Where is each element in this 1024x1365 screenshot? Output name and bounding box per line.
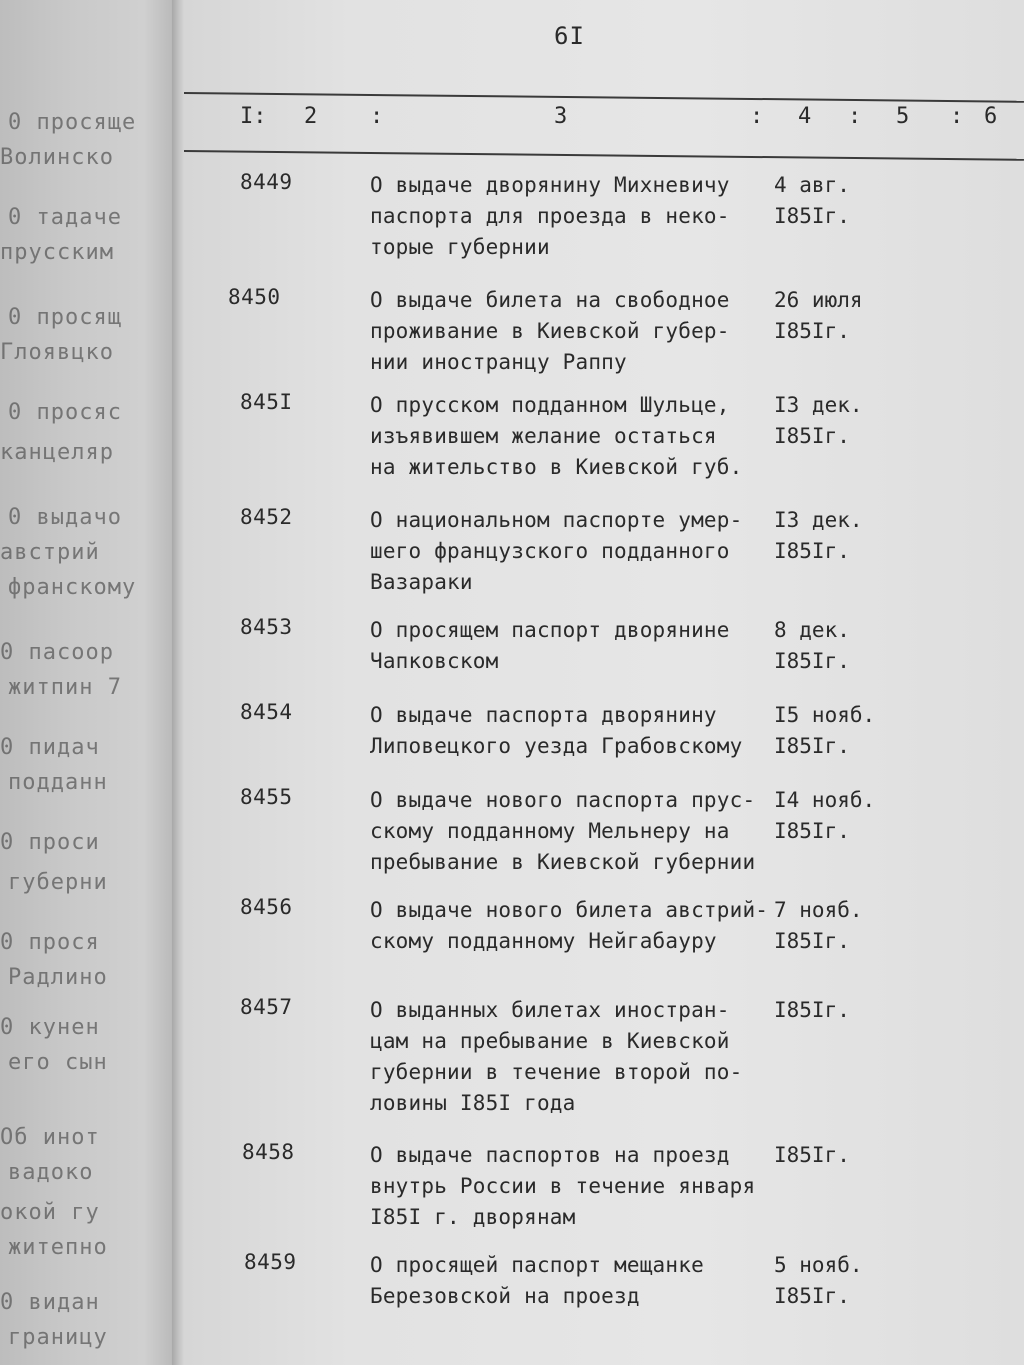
header-separator: : <box>750 104 764 129</box>
entry-description: О национальном паспорте умер- шего французского подданного Вазараки <box>370 508 743 594</box>
facing-page-text: его сын <box>8 1050 108 1075</box>
entry-number: 8459 <box>244 1250 297 1274</box>
facing-page-text: житпин 7 <box>8 675 122 700</box>
entry-number: 8455 <box>240 785 293 809</box>
entry-description: О просящем паспорт дворянине Чапковском <box>370 618 730 673</box>
facing-page-text: 0 просящ <box>8 305 122 330</box>
entry-description: О выдаче дворянину Михневичу паспорта для проезда в неко- торые губернии <box>370 173 730 259</box>
header-top-rule <box>184 92 1024 103</box>
facing-page-text: 0 выдачо <box>8 505 122 530</box>
entry-description: О прусском подданном Шульце, изъявившем желание остаться на жительство в Киевской губ. <box>370 393 743 479</box>
entry-number: 8454 <box>240 700 293 724</box>
entry-number: 8457 <box>240 995 293 1019</box>
entry-date: 7 нояб. I85Iг. <box>774 898 863 953</box>
facing-page-text: 0 прося <box>0 930 100 955</box>
header-col-3: 3 <box>554 104 568 129</box>
facing-page-text: Об инот <box>0 1125 100 1150</box>
facing-page-text: 0 тадаче <box>8 205 122 230</box>
entry-number: 8456 <box>240 895 293 919</box>
entry-description: О просящей паспорт мещанке Березовской на проезд <box>370 1253 704 1308</box>
entry-date: 5 нояб. I85Iг. <box>774 1253 863 1308</box>
facing-page-text: 0 просяще <box>8 110 137 135</box>
facing-page-text: вадоко <box>8 1160 94 1185</box>
facing-page-text: канцеляр <box>0 440 114 465</box>
facing-page-text: житепно <box>8 1235 108 1260</box>
document-page <box>184 0 1024 1365</box>
facing-page-text: австрий <box>0 540 100 565</box>
entry-description: О выдаче нового билета австрий- скому подданному Нейгабауру <box>370 898 769 953</box>
entry-number: 8450 <box>228 285 281 309</box>
entry-date: I85Iг. <box>774 998 850 1022</box>
facing-page-text: 0 кунен <box>0 1015 100 1040</box>
entry-date: 8 дек. I85Iг. <box>774 618 850 673</box>
facing-page-text: Радлино <box>8 965 108 990</box>
facing-page-text: 0 видан <box>0 1290 100 1315</box>
header-col-6: 6 <box>984 104 998 129</box>
header-col-5: 5 <box>896 104 910 129</box>
entry-number: 8449 <box>240 170 293 194</box>
facing-page-text: подданн <box>8 770 108 795</box>
facing-page-text: границу <box>8 1325 108 1350</box>
entry-number: 8458 <box>242 1140 295 1164</box>
header-bottom-rule <box>184 150 1024 161</box>
entry-description: О выдаче билета на свободное проживание в Киевской губер- нии иностранцу Раппу <box>370 288 730 374</box>
entry-description: О выдаче паспорта дворянину Липовецкого уезда Грабовскому <box>370 703 743 758</box>
entry-date: I4 нояб. I85Iг. <box>774 788 876 843</box>
facing-page-text: прусским <box>0 240 114 265</box>
entry-description: О выдаче нового паспорта прус- скому подданному Мельнеру на пребывание в Киевской губернии <box>370 788 756 874</box>
page-number: 6I <box>554 22 585 50</box>
header-separator: : <box>370 104 384 129</box>
entry-number: 8453 <box>240 615 293 639</box>
facing-page-text: Волинско <box>0 145 114 170</box>
header-col-4: 4 <box>798 104 812 129</box>
entry-number: 8452 <box>240 505 293 529</box>
entry-date: I85Iг. <box>774 1143 850 1167</box>
facing-page-text: окой гу <box>0 1200 100 1225</box>
entry-date: I5 нояб. I85Iг. <box>774 703 876 758</box>
entry-description: О выдаче паспортов на проезд внутрь России в течение января I85I г. дворянам <box>370 1143 756 1229</box>
entry-number: 845I <box>240 390 293 414</box>
header-col-1: I: <box>240 104 267 129</box>
facing-page-text: франскому <box>8 575 137 600</box>
header-separator: : <box>848 104 862 129</box>
entry-date: I3 дек. I85Iг. <box>774 508 863 563</box>
facing-page-text: 0 пасоор <box>0 640 114 665</box>
facing-page <box>0 0 180 1365</box>
facing-page-text: губерни <box>8 870 108 895</box>
facing-page-text: Глоявцко <box>0 340 114 365</box>
entry-description: О выданных билетах иностран- цам на пребывание в Киевской губернии в течение второй по- ловины I85I года <box>370 998 743 1115</box>
header-separator: : <box>950 104 964 129</box>
entry-date: 26 июля I85Iг. <box>774 288 863 343</box>
entry-date: 4 авг. I85Iг. <box>774 173 850 228</box>
facing-page-text: 0 проси <box>0 830 100 855</box>
header-col-2: 2 <box>304 104 318 129</box>
facing-page-text: 0 просяс <box>8 400 122 425</box>
entry-date: I3 дек. I85Iг. <box>774 393 863 448</box>
facing-page-text: 0 пидач <box>0 735 100 760</box>
